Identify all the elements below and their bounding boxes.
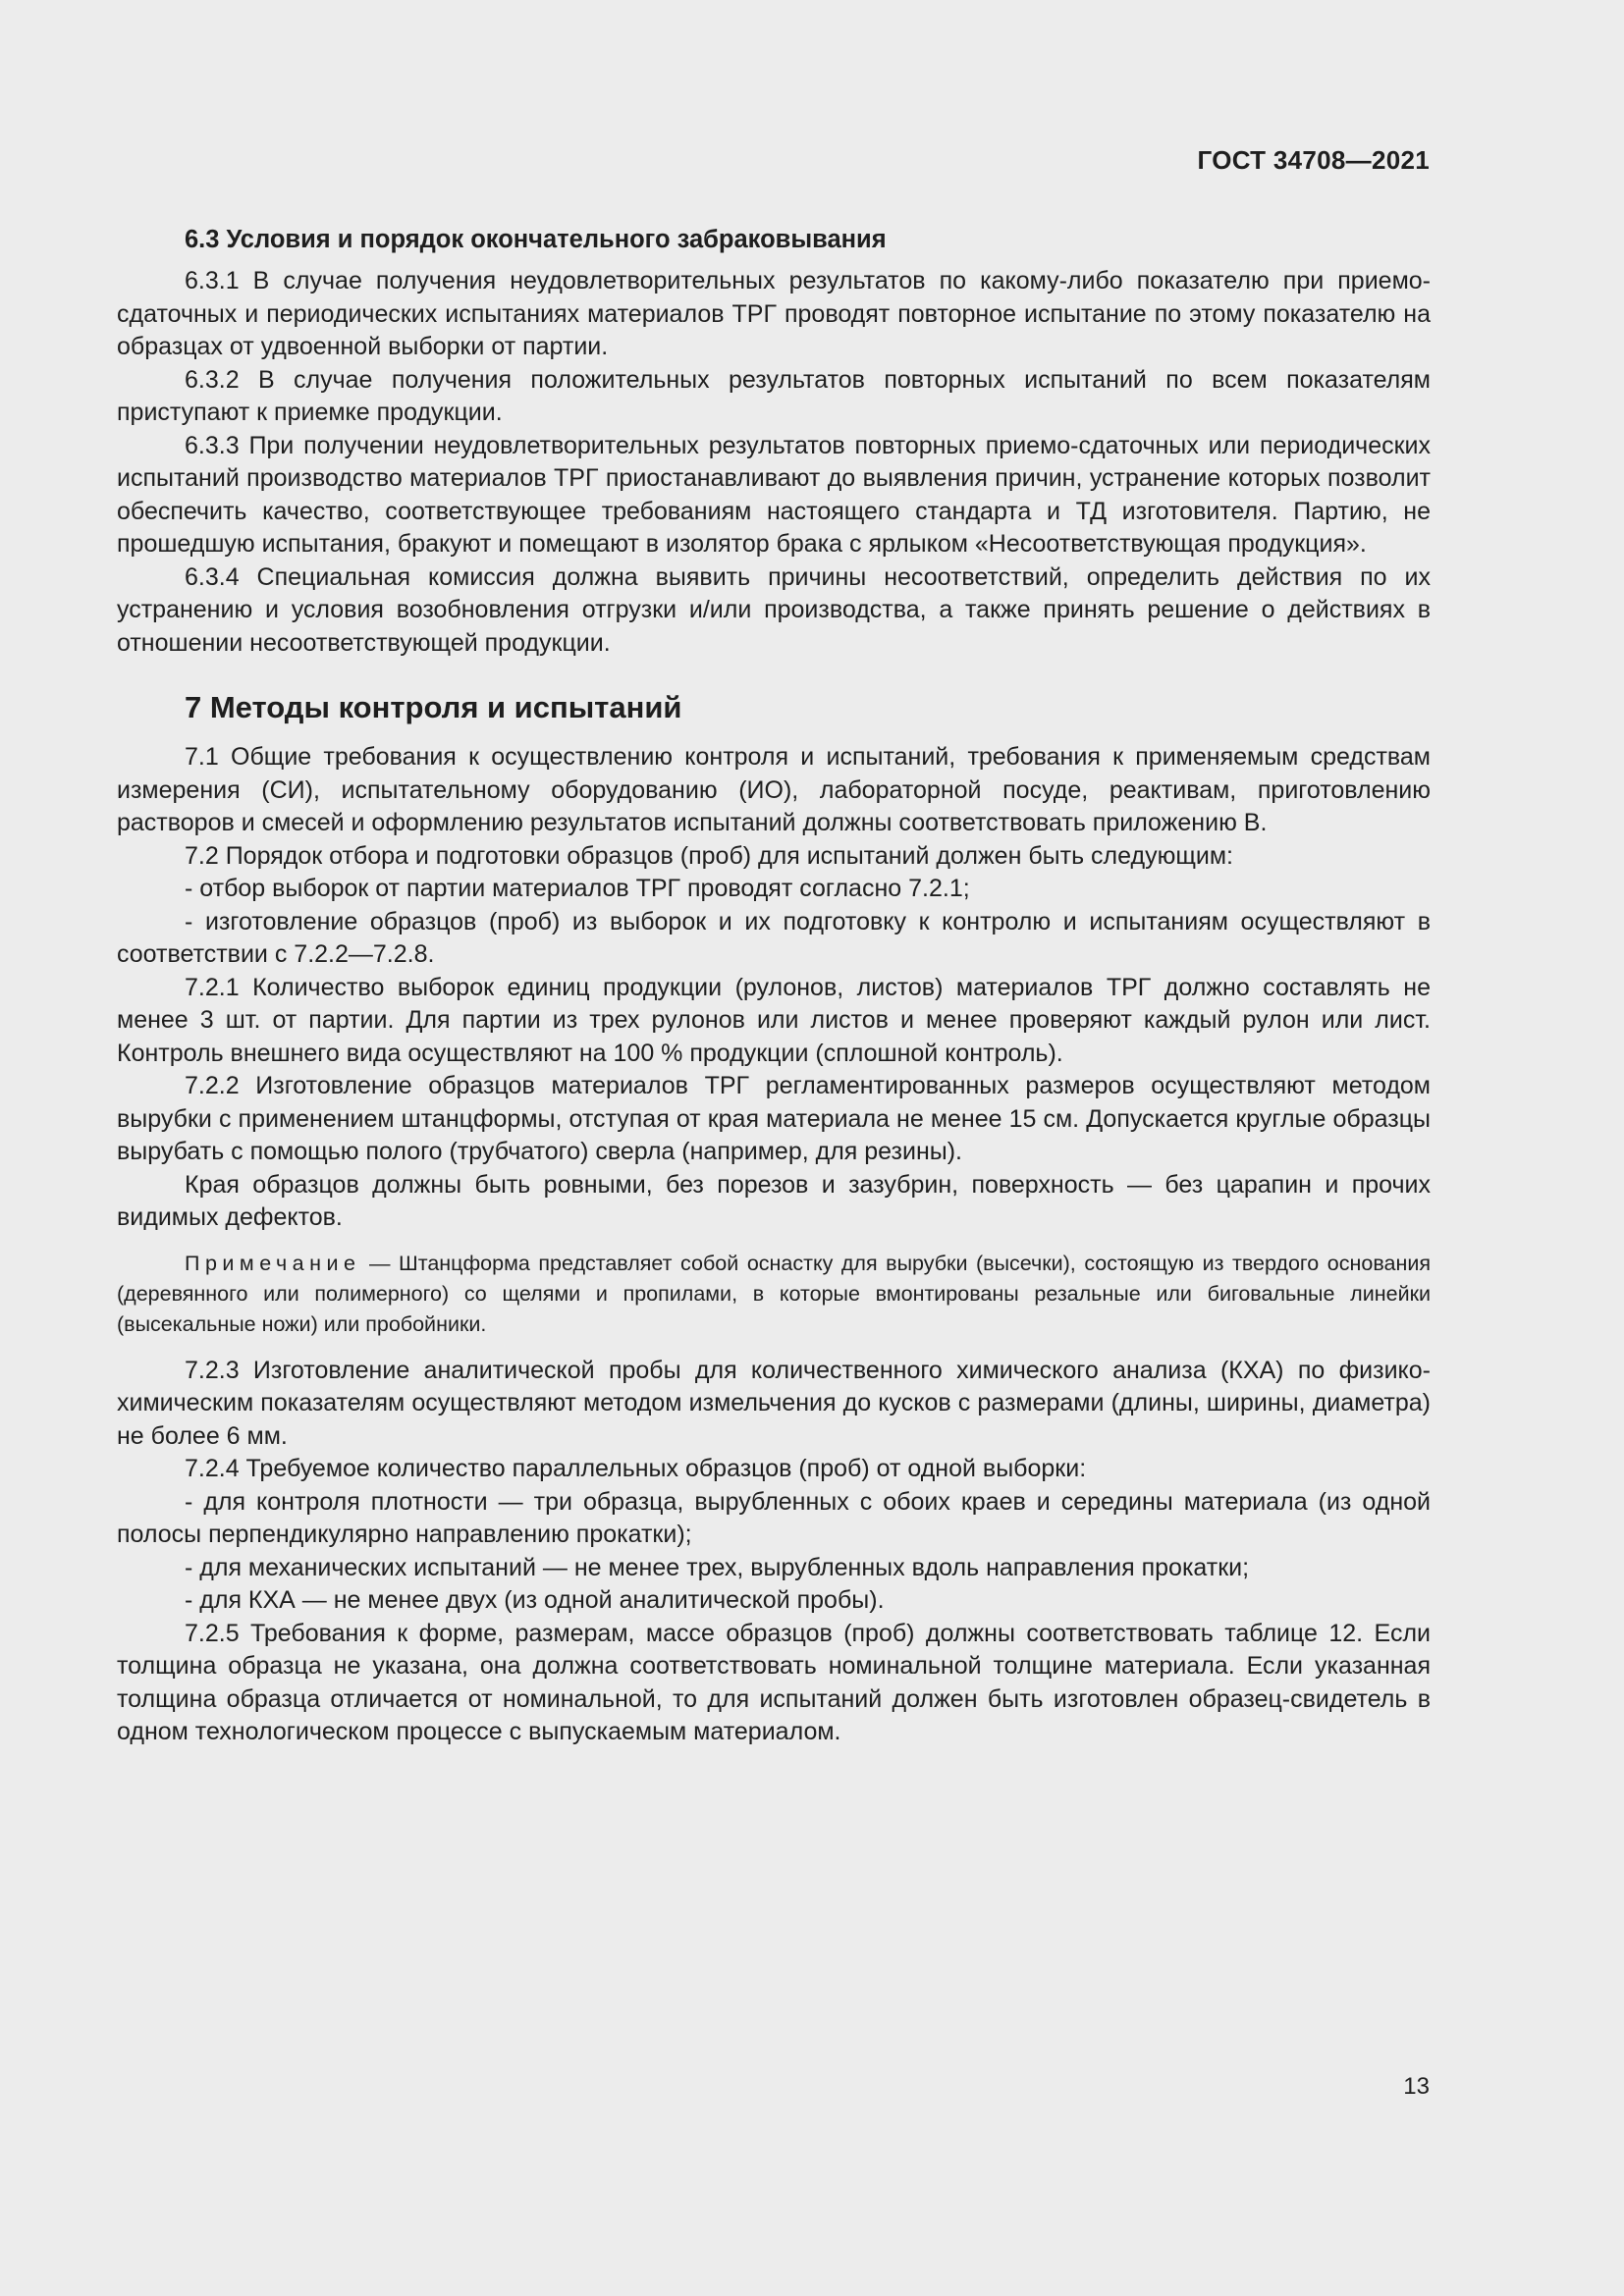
paragraph-6-3-2: 6.3.2 В случае получения положительных результатов повторных испытаний по всем показателям приступают к приемке продукции.: [117, 365, 1431, 426]
list-item-7-2-a: - отбор выборок от партии материалов ТРГ проводят согласно 7.2.1;: [185, 875, 970, 902]
paragraph-7-1: 7.1 Общие требования к осуществлению контроля и испытаний, требования к применяемым средствам измерения (СИ), испытательному оборудованию (ИО), лабораторной посуде, реактивам, приготовлению растворов и смесей и оформлению результатов испытаний должны соответствовать приложению В.: [117, 743, 1431, 836]
paragraph-7-2: 7.2 Порядок отбора и подготовки образцов (проб) для испытаний должен быть следующим:: [185, 841, 1233, 870]
paragraph-7-2-1: 7.2.1 Количество выборок единиц продукции (рулонов, листов) материалов ТРГ должно составлять не менее 3 шт. от партии. Для партии из трех рулонов или листов и менее проверяют каждый рулон или лист. Контроль внешнего вида осуществляют на 100 % продукции (сплошной контроль).: [117, 973, 1431, 1067]
section-7-title: 7 Методы контроля и испытаний: [185, 690, 682, 724]
note-label: Примечание: [185, 1251, 361, 1275]
list-item-7-2-4-a: - для контроля плотности — три образца, вырубленных с обоих краев и середины материала (из одной полосы перпендикулярно направлению прокатки);: [117, 1487, 1431, 1548]
paragraph-7-2-4: 7.2.4 Требуемое количество параллельных образцов (проб) от одной выборки:: [185, 1455, 1087, 1482]
list-item-7-2-4-c: - для КХА — не менее двух (из одной аналитической пробы).: [185, 1586, 885, 1614]
document-code: ГОСТ 34708—2021: [1197, 145, 1430, 175]
paragraph-7-2-2: 7.2.2 Изготовление образцов материалов ТРГ регламентированных размеров осуществляют методом вырубки с применением штанцформы, отступая от края материала не менее 15 см. Допускается круглые образцы вырубать с помощью полого (трубчатого) сверла (например, для резины).: [117, 1072, 1431, 1165]
list-item-7-2-4-b: - для механических испытаний — не менее трех, вырубленных вдоль направления прокатки;: [185, 1553, 1250, 1581]
note: [117, 1249, 1431, 1340]
note-text: — Штанцформа представляет собой оснастку для вырубки (высечки), состоящую из твердого основания (деревянного или полимерного) со щелями и пропилами, в которые вмонтированы резальные или биговальные линейки (высекальные ножи) или пробойники.: [117, 1251, 1431, 1336]
paragraph-7-2-3: 7.2.3 Изготовление аналитической пробы для количественного химического анализа (КХА) по физико-химическим показателям осуществляют методом измельчения до кусков с размерами (длины, ширины, диаметра) не более 6 мм.: [117, 1356, 1431, 1450]
paragraph-7-2-5: 7.2.5 Требования к форме, размерам, массе образцов (проб) должны соответствовать таблице 12. Если толщина образца не указана, она должна соответствовать номинальной толщине материала. Если указанная толщина образца отличается от номинальной, то для испытаний должен быть изготовлен образец-свидетель в одном технологическом процессе с выпускаемым материалом.: [117, 1619, 1431, 1745]
page-number: 13: [1403, 2073, 1430, 2100]
section-6-3-title: 6.3 Условия и порядок окончательного забраковывания: [185, 226, 887, 253]
page-content: [117, 224, 1431, 1749]
paragraph-6-3-3: 6.3.3 При получении неудовлетворительных результатов повторных приемо-сдаточных или периодических испытаний производство материалов ТРГ приостанавливают до выявления причин, устранение которых позволит обеспечить качество, соответствующее требованиям настоящего стандарта и ТД изготовителя. Партию, не прошедшую испытания, бракуют и помещают в изолятор брака с ярлыком «Несоответствующая продукция».: [117, 431, 1431, 558]
paragraph-6-3-1: 6.3.1 В случае получения неудовлетворительных результатов по какому-либо показателю при приемо-сдаточных и периодических испытаниях материалов ТРГ проводят повторное испытание по этому показателю на образцах от удвоенной выборки от партии.: [117, 267, 1431, 360]
paragraph-7-2-2-edges: Края образцов должны быть ровными, без порезов и зазубрин, поверхность — без царапин и прочих видимых дефектов.: [117, 1170, 1431, 1231]
list-item-7-2-b: - изготовление образцов (проб) из выборок и их подготовку к контролю и испытаниям осуществляют в соответствии с 7.2.2—7.2.8.: [117, 907, 1431, 968]
paragraph-6-3-4: 6.3.4 Специальная комиссия должна выявить причины несоответствий, определить действия по их устранению и условия возобновления отгрузки и/или производства, а также принять решение о действиях в отношении несоответствующей продукции.: [117, 562, 1431, 657]
